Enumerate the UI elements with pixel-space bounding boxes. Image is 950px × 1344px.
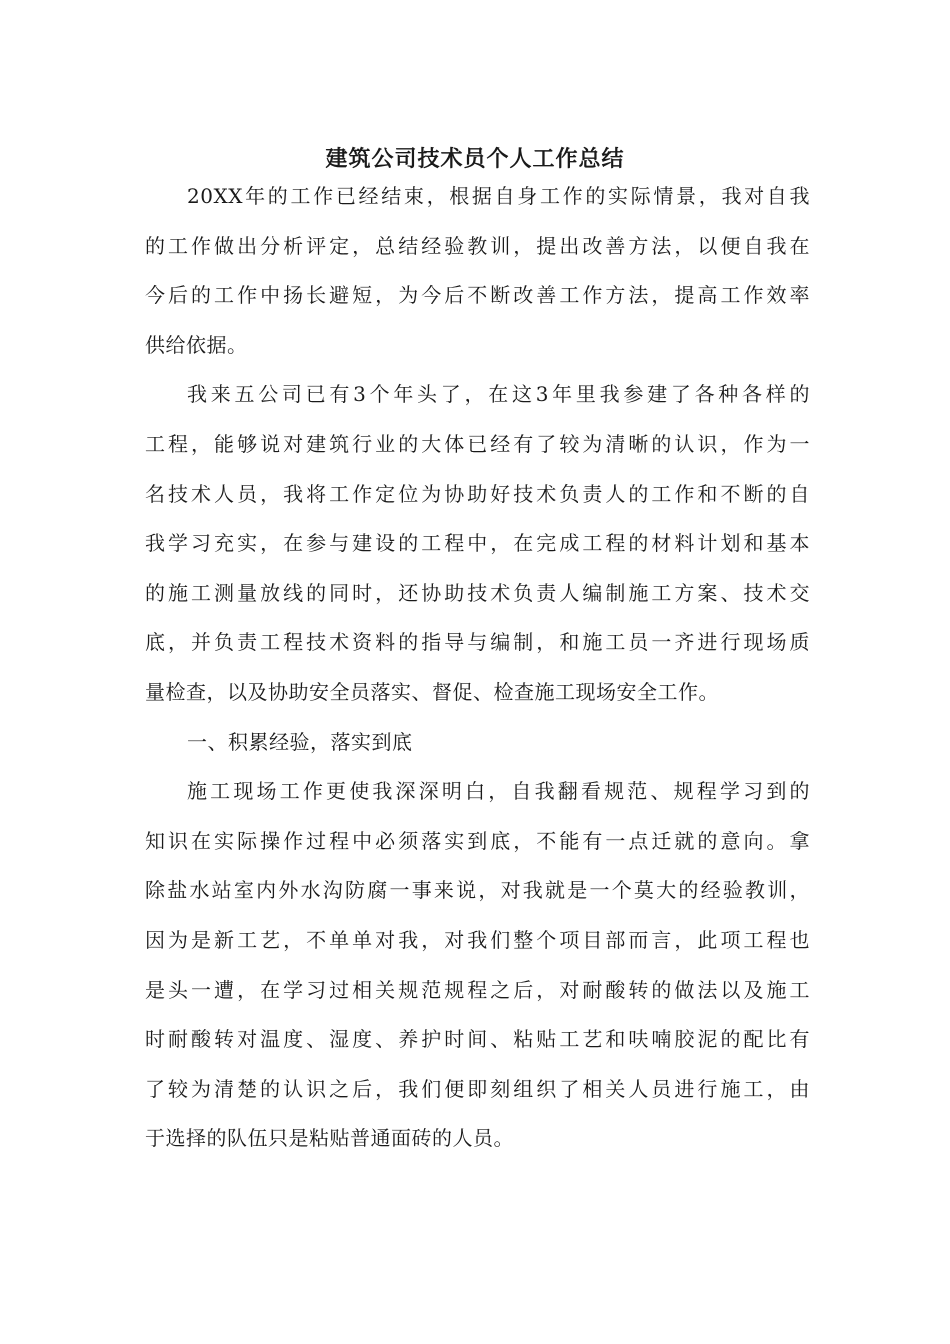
text-line: 名技术人员，我将工作定位为协助好技术负责人的工作和不断的自	[145, 481, 810, 506]
text-line: 施工现场工作更使我深深明白，自我翻看规范、规程学习到的	[187, 779, 810, 804]
text-line: 是头一遭，在学习过相关规范规程之后，对耐酸转的做法以及施工	[145, 977, 810, 1002]
text-line: 底，并负责工程技术资料的指导与编制，和施工员一齐进行现场质	[145, 630, 810, 655]
text-line: 供给依据。	[145, 332, 248, 357]
text-line: 工程，能够说对建筑行业的大体已经有了较为清晰的认识，作为一	[145, 431, 810, 456]
text-line: 今后的工作中扬长避短，为今后不断改善工作方法，提高工作效率	[145, 283, 810, 308]
text-line: 的施工测量放线的同时，还协助技术负责人编制施工方案、技术交	[145, 580, 810, 605]
text-line: 除盐水站室内外水沟防腐一事来说，对我就是一个莫大的经验教训，	[145, 878, 810, 903]
text-line: 量检查，以及协助安全员落实、督促、检查施工现场安全工作。	[145, 679, 719, 704]
document-body	[145, 172, 810, 1164]
text-line: 的工作做出分析评定，总结经验教训，提出改善方法，以便自我在	[145, 233, 810, 258]
text-line: 20XX年的工作已经结束，根据自身工作的实际情景，我对自我	[187, 184, 810, 208]
document-title: 建筑公司技术员个人工作总结	[325, 146, 625, 172]
text-line: 我来五公司已有3个年头了，在这3年里我参建了各种各样的	[187, 382, 810, 407]
section-heading: 一、积累经验，落实到底	[187, 729, 413, 754]
text-line: 时耐酸转对温度、湿度、养护时间、粘贴工艺和呋喃胶泥的配比有	[145, 1027, 810, 1052]
text-line: 于选择的队伍只是粘贴普通面砖的人员。	[145, 1126, 514, 1151]
text-line: 了较为清楚的认识之后，我们便即刻组织了相关人员进行施工，由	[145, 1076, 810, 1101]
text-line: 因为是新工艺，不单单对我，对我们整个项目部而言，此项工程也	[145, 927, 810, 952]
text-line: 知识在实际操作过程中必须落实到底，不能有一点迁就的意向。拿	[145, 828, 810, 853]
text-line: 我学习充实，在参与建设的工程中，在完成工程的材料计划和基本	[145, 531, 810, 556]
